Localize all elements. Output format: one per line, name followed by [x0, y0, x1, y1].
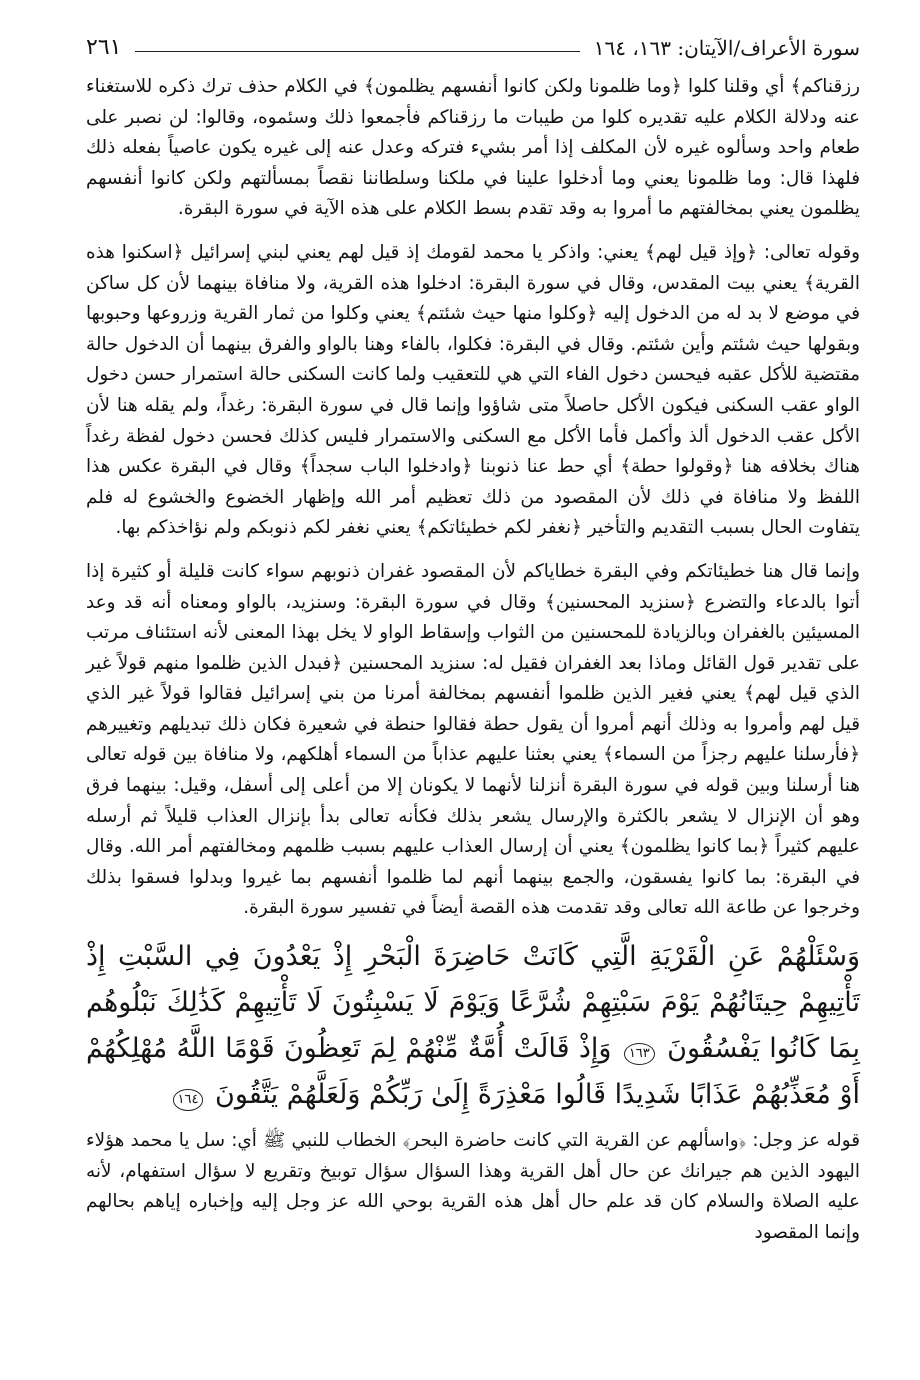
- page-number: ٢٦١: [86, 35, 122, 60]
- paragraph-2: وقوله تعالى: ﴿وإذ قيل لهم﴾ يعني: واذكر يا محمد لقومك إذ قيل لهم يعني لبني إسرائيل ﴿اسكنوا هذه القرية﴾ يعني بيت المقدس، وقال في سورة البقرة: ادخلوا هذه القرية، ولا منافاة بينهما لأن كل ساكن في موضع لا بد له من الدخول إليه ﴿وكلوا منها حيث شئتم﴾ يعني وكلوا من ثمار القرية وزروعها وحبوبها وبقولها حيث شئتم وأين شئتم. وقال في البقرة: فكلوا، بالفاء وهنا بالواو والفرق بينهما أن الدخول حالة مقتضية للأكل عقبه فيحسن دخول الفاء التي هي للتعقيب ولما كانت السكنى حالة استمرار حسن دخول الواو عقب السكنى فيكون الأكل حاصلاً متى شاؤوا وإنما قال في سورة البقرة: رغداً، ولم يقله هنا لأن الأكل عقب الدخول ألذ وأكمل فأما الأكل مع السكنى والاستمرار فليس كذلك فحسن دخول لفظة رغداً هناك بخلافه هنا ﴿وقولوا حطة﴾ أي حط عنا ذنوبنا ﴿وادخلوا الباب سجداً﴾ وقال في البقرة عكس هذا اللفظ ولا منافاة في ذلك لأن المقصود من ذلك تعظيم أمر الله وإظهار الخضوع والخشوع له فلم يتفاوت الحال بسبب التقديم والتأخير ﴿نغفر لكم خطيئاتكم﴾ يعني نغفر لكم ذنوبكم ولم نؤاخذكم بها.: [86, 241, 860, 539]
- page-header: [86, 30, 860, 60]
- quran-verse-block: [86, 934, 860, 1118]
- page-body: [86, 72, 860, 1248]
- paragraph-4: قوله عز وجل: ﴿واسألهم عن القرية التي كانت حاضرة البحر﴾ الخطاب للنبي ﷺ أي: سل يا محمد هؤلاء اليهود الذين هم جيرانك عن حال أهل القرية وهذا السؤال سؤال توبيخ وتقريع لا سؤال استفهام، لأنه عليه الصلاة والسلام كان قد علم حال أهل هذه القرية بوحي الله عز وجل إليه وإخباره إياهم بحالهم وإنما المقصود: [86, 1130, 860, 1243]
- paragraph-1: رزقناكم﴾ أي وقلنا كلوا ﴿وما ظلمونا ولكن كانوا أنفسهم يظلمون﴾ في الكلام حذف ترك ذكره للاستغناء عنه ودلالة الكلام عليه تقديره كلوا من طيبات ما رزقناكم فأجمعوا ذلك وسئموه، وقالوا: لن نصبر على طعام واحد وسألوه غيره لأن المكلف إذا أمر بشيء فتركه وعدل عنه إلى غيره يكون عاصياً بفعله ذلك فلهذا قال: وما ظلمونا يعني وما أدخلوا علينا في ملكنا وسلطاننا نقصاً بمسألتهم ولكن كانوا أنفسهم يظلمون يعني بمخالفتهم ما أمروا به وقد تقدم بسط الكلام على هذه الآية في سورة البقرة.: [86, 76, 860, 220]
- verse-164-marker: ١٦٤: [173, 1089, 204, 1111]
- verse-163-text: وَسْئَلْهُمْ عَنِ الْقَرْيَةِ الَّتِي كَانَتْ حَاضِرَةَ الْبَحْرِ إِذْ يَعْدُونَ فِي السَّبْتِ إِذْ تَأْتِيهِمْ حِيتَانُهُمْ يَوْمَ سَبْتِهِمْ شُرَّعًا وَيَوْمَ لَا يَسْبِتُونَ لَا تَأْتِيهِمْ كَذَٰلِكَ نَبْلُوهُم بِمَا كَانُوا يَفْسُقُونَ: [86, 941, 860, 1065]
- running-title: سورة الأعراف/الآيتان: ١٦٣، ١٦٤: [593, 36, 860, 60]
- paragraph-3: وإنما قال هنا خطيئاتكم وفي البقرة خطاياكم لأن المقصود غفران ذنوبهم سواء كانت قليلة أو كثيرة إذا أتوا بالدعاء والتضرع ﴿سنزيد المحسنين﴾ وقال في سورة البقرة: وسنزيد، بالواو ومعناه أنه قد وعد المسيئين بالغفران وبالزيادة للمحسنين من الثواب وإسقاط الواو لا يخل بهذا المعنى لأنه استئناف مرتب على تقدير قول القائل وماذا بعد الغفران فقيل له: سنزيد المحسنين ﴿فبدل الذين ظلموا منهم قولاً غير الذي قيل لهم﴾ يعني فغير الذين ظلموا أنفسهم بمخالفة أمرنا من بني إسرائيل فقالوا قولاً غير الذي قيل لهم وأمروا به وذلك أنهم أمروا أن يقول حطة فقالوا حنطة في شعيرة فكان ذلك تبديلهم وتغييرهم ﴿فأرسلنا عليهم رجزاً من السماء﴾ يعني بعثنا عليهم عذاباً من السماء أهلكهم، ولا منافاة بين قوله تعالى هنا أرسلنا وبين قوله في سورة البقرة أنزلنا لأنهما لا يكونان إلا من أعلى إلى أسفل، وقيل: بينهما فرق وهو أن الإنزال لا يشعر بالكثرة والإرسال يشعر بذلك فكأنه تعالى بدأ بإنزال العذاب قليلاً ثم أرسله عليهم كثيراً ﴿بما كانوا يظلمون﴾ يعني أن إرسال العذاب عليهم بسبب ظلمهم ومخالفتهم أمر الله. وقال في البقرة: بما كانوا يفسقون، والجمع بينهما أنهم لما ظلموا أنفسهم بما غيروا وبدلوا فسقوا بذلك وخرجوا عن طاعة الله تعالى وقد تقدمت هذه القصة أيضاً في تفسير سورة البقرة.: [86, 560, 860, 919]
- header-rule: [135, 51, 579, 52]
- verse-163-marker: ١٦٣: [624, 1043, 655, 1065]
- verse-164-text: وَإِذْ قَالَتْ أُمَّةٌ مِّنْهُمْ لِمَ تَعِظُونَ قَوْمًا اللَّهُ مُهْلِكُهُمْ أَوْ مُعَذِّبُهُمْ عَذَابًا شَدِيدًا قَالُوا مَعْذِرَةً إِلَىٰ رَبِّكُمْ وَلَعَلَّهُمْ يَتَّقُونَ: [86, 1033, 860, 1111]
